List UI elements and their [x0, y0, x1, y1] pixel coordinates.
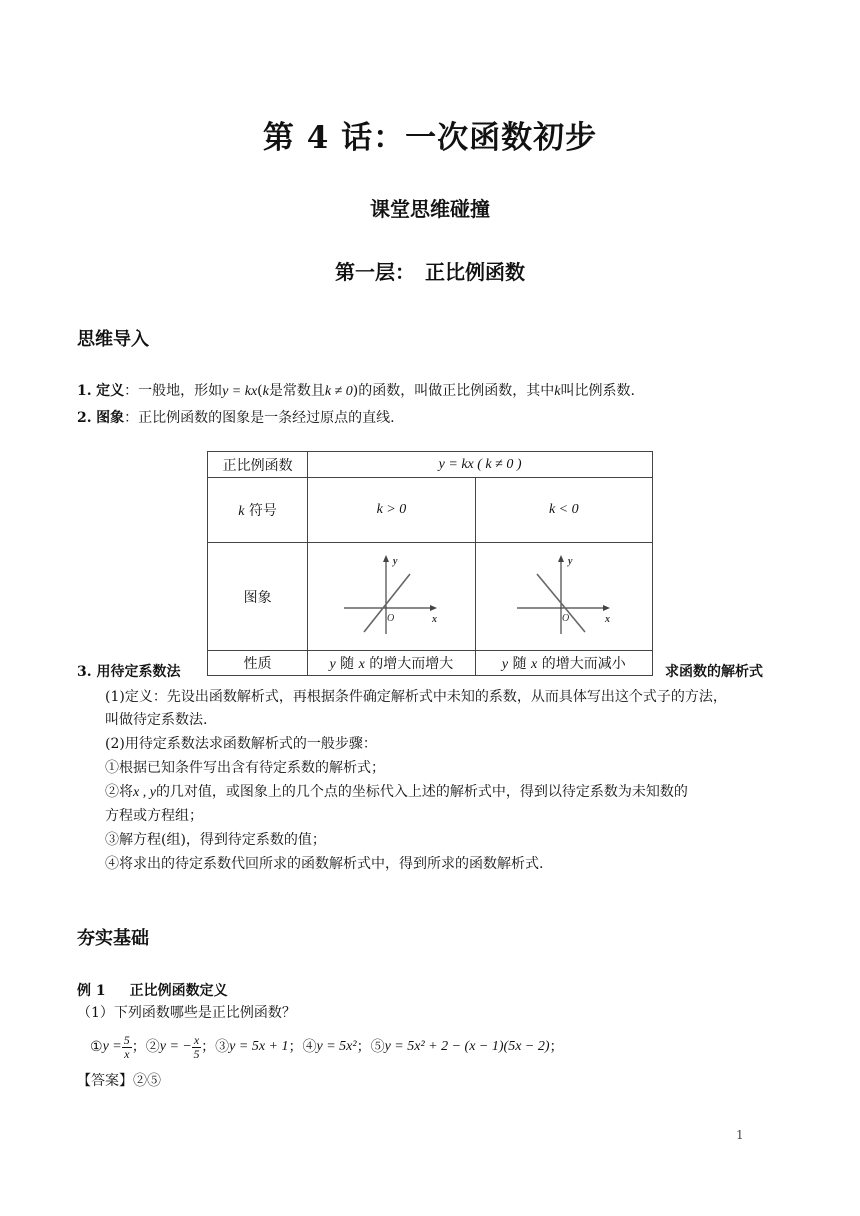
graph-increasing-cell — [308, 543, 475, 651]
method-step-3: ③解方程(组)，得到待定系数的值； — [105, 832, 326, 848]
method-step-2: ②将x , y的几对值，或图象上的几个点的坐标代入上述的解析式中，得到以待定系数为未知数的 — [105, 784, 688, 800]
table-k-positive: k > 0 — [308, 478, 475, 543]
svg-text:y: y — [393, 555, 398, 567]
table-k-negative: k < 0 — [475, 478, 652, 543]
table-row-label: 正比例函数 — [208, 452, 308, 478]
proportional-function-table — [207, 451, 653, 676]
property-decreasing: y 随 x 的增大而减小 — [475, 651, 652, 676]
svg-text:x: x — [432, 613, 438, 625]
example-question: （1）下列函数哪些是正比例函数？ — [77, 1005, 296, 1021]
example-heading: 例 1 正比例函数定义 — [77, 983, 228, 999]
svg-text:y: y — [567, 555, 573, 567]
table-row-label: k 符号 — [208, 478, 308, 543]
page-title: 第 4 话：一次函数初步 — [262, 120, 598, 156]
table-formula-cell: y = kx ( k ≠ 0 ) — [308, 452, 653, 478]
method-heading-left: 3. 用待定系数法 — [77, 664, 181, 680]
svg-text:O: O — [387, 612, 395, 624]
svg-text:x: x — [604, 613, 610, 625]
table-row-label: 图象 — [208, 543, 308, 651]
graph-decreasing-image — [509, 550, 619, 640]
method-definition-line1: (1)定义：先设出函数解析式，再根据条件确定解析式中未知的系数，从而具体写出这个式子的方法， — [105, 689, 727, 705]
example-answer: 【答案】②⑤ — [77, 1073, 161, 1089]
graph-decreasing-cell — [475, 543, 652, 651]
svg-text:O: O — [561, 612, 570, 624]
method-step-2-cont: 方程或方程组； — [105, 808, 203, 824]
page-subtitle: 课堂思维碰撞 — [370, 197, 490, 221]
example-options: ① y = $\frac{5}{x}$ ；② y = − $\frac{x}{5}$ ；③ y = 5x + 1 ；④ y = 5x² ；⑤ y = 5x² + 2 − (x − 1)(5x − 2) ； — [90, 1032, 564, 1061]
method-definition-line2: 叫做待定系数法. — [105, 712, 208, 728]
method-step-1: ①根据已知条件写出含有待定系数的解析式； — [105, 760, 385, 776]
method-step-4: ④将求出的待定系数代回所求的函数解析式中，得到所求的函数解析式. — [105, 856, 544, 872]
page-number: 1 — [736, 1128, 744, 1142]
table-row-label: 性质 — [208, 651, 308, 676]
layer-title: 第一层： 正比例函数 — [335, 260, 525, 284]
graph-increasing-image — [336, 550, 446, 640]
method-heading-right: 求函数的解析式 — [665, 664, 763, 680]
graph-line: 2. 图象：正比例函数的图象是一条经过原点的直线. — [77, 410, 395, 426]
property-increasing: y 随 x 的增大而增大 — [308, 651, 475, 676]
method-steps-heading: (2)用待定系数法求函数解析式的一般步骤： — [105, 736, 377, 752]
definition-line: 1. 定义：一般地，形如y = kx(k是常数且k ≠ 0)的函数，叫做正比例函数，其中k叫比例系数. — [77, 383, 635, 399]
section-intro-heading: 思维导入 — [77, 329, 149, 350]
section-basic-heading: 夯实基础 — [77, 928, 149, 949]
